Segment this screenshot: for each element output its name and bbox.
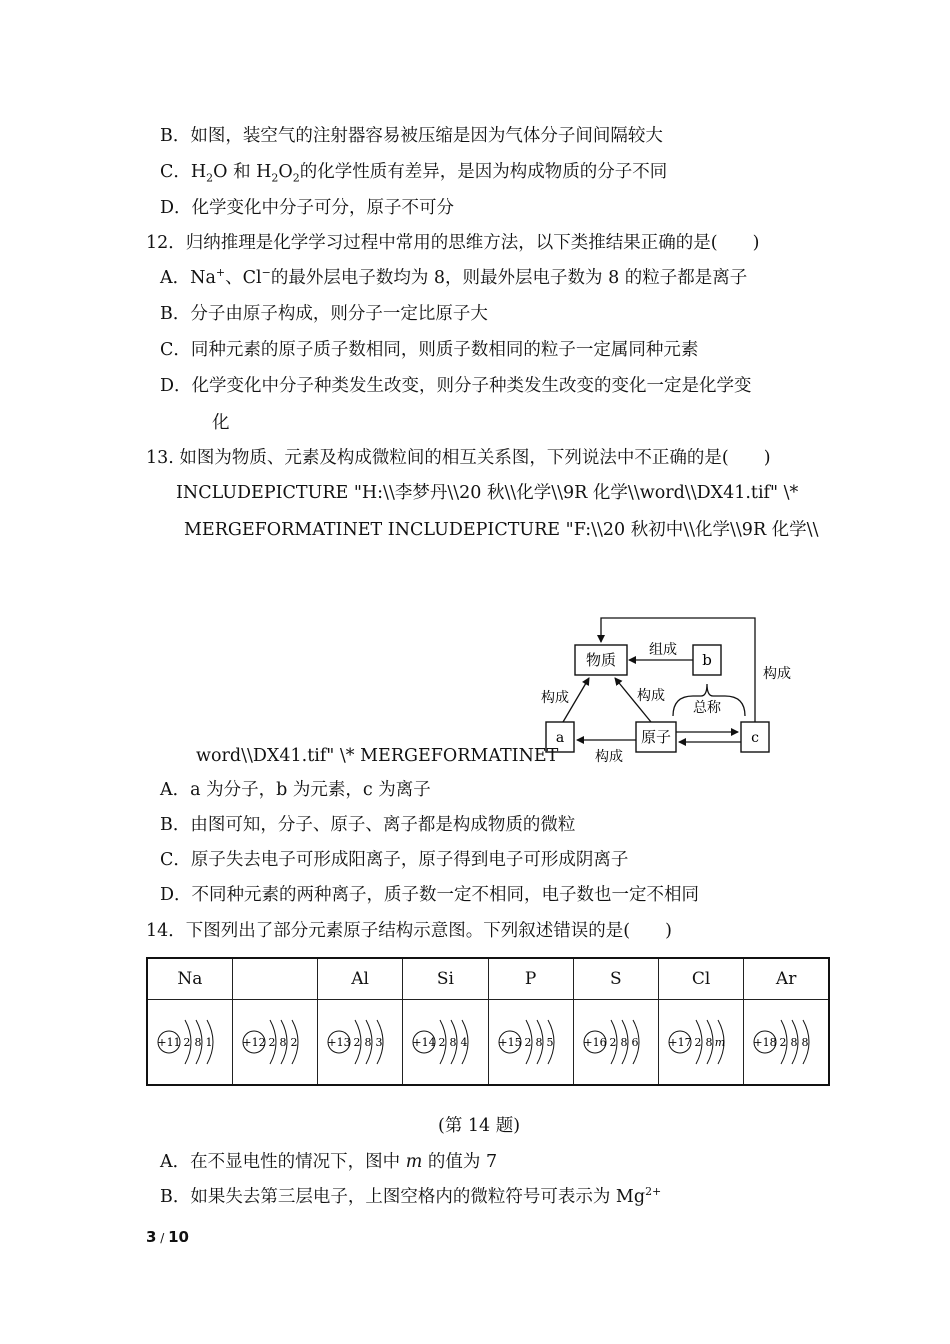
option-text: 的值为 7: [422, 1152, 498, 1172]
shell-electron-count: 4: [460, 1036, 468, 1049]
q12-option-a: [160, 266, 747, 290]
option-label: A．: [160, 1152, 191, 1172]
q12-option-d: [160, 374, 752, 398]
table-diagram-row: [147, 1000, 829, 1086]
atom-structure-diagram: [751, 1012, 821, 1072]
ion-symbol: Na: [190, 268, 216, 288]
element-header: Si: [403, 958, 488, 1000]
element-header: Na: [147, 958, 232, 1000]
nucleus-charge: +13: [327, 1036, 351, 1049]
atom-structure-diagram: [240, 1012, 310, 1072]
construct-left-label: 构成: [541, 690, 569, 706]
construct-bottom-label: 构成: [595, 749, 623, 765]
q13-option-a: [160, 778, 431, 802]
option-label: B．: [160, 815, 191, 835]
option-text: 化学变化中分子种类发生改变，则分子种类发生改变的变化一定是化学变: [191, 376, 752, 396]
page-number: [146, 1228, 189, 1246]
shell-electron-count: 8: [364, 1036, 372, 1049]
page-current: 3: [146, 1228, 157, 1246]
atom-structure-diagram: [666, 1012, 736, 1072]
atom-cell: [488, 1000, 573, 1086]
element-header-blank: [232, 958, 317, 1000]
formula-part: O 和 H: [213, 162, 272, 182]
figure-caption: (第 14 题): [438, 1116, 521, 1136]
q14-stem: 14．下图列出了部分元素原子结构示意图。下列叙述错误的是( ): [146, 921, 672, 941]
field-code-line-1: INCLUDEPICTURE "H:\\李梦丹\\20 秋\\化学\\9R 化学\\word\\DX41.tif" \*: [176, 483, 799, 503]
nucleus-charge: +15: [498, 1036, 522, 1049]
superscript: −: [261, 266, 271, 280]
q12-stem: 12．归纳推理是化学学习过程中常用的思维方法，以下类推结果正确的是( ): [146, 233, 760, 253]
table-header-row: [147, 958, 829, 1000]
option-text: 如图，装空气的注射器容易被压缩是因为气体分子间间隔较大: [190, 126, 663, 146]
shell-electron-count: 2: [353, 1036, 361, 1049]
atom-structure-table: [146, 957, 830, 1086]
option-label: C．: [160, 850, 191, 870]
formula-part: O: [278, 162, 293, 182]
shell-electron-count: 8: [620, 1036, 628, 1049]
option-label: A．: [160, 780, 191, 800]
shell-electron-count: 2: [524, 1036, 532, 1049]
construct-mid-label: 构成: [637, 688, 665, 704]
element-header: S: [573, 958, 658, 1000]
shell-electron-count: 5: [546, 1036, 554, 1049]
superscript: 2+: [645, 1185, 662, 1199]
relationship-diagram: [533, 612, 813, 770]
option-text: 同种元素的原子质子数相同，则质子数相同的粒子一定属同种元素: [190, 340, 699, 360]
shell-electron-count: 8: [790, 1036, 798, 1049]
shell-electron-count: 2: [609, 1036, 617, 1049]
atom-cell: [403, 1000, 488, 1086]
page-total: 10: [168, 1228, 189, 1246]
q12-option-d-continuation: 化: [212, 413, 230, 433]
atom-structure-diagram: [155, 1012, 225, 1072]
shell-electron-count: 2: [183, 1036, 191, 1049]
option-label: B．: [160, 304, 191, 324]
subscript: 2: [271, 171, 279, 185]
shell-electron-count: 8: [449, 1036, 457, 1049]
atom-structure-diagram: [581, 1012, 651, 1072]
field-code-line-3: word\\DX41.tif" \* MERGEFORMATINET: [196, 746, 559, 766]
atom-cell: [659, 1000, 744, 1086]
q13-stem: 13. 如图为物质、元素及构成微粒间的相互关系图，下列说法中不正确的是( ): [146, 448, 771, 468]
shell-electron-count: 2: [290, 1036, 298, 1049]
shell-electron-count: 1: [205, 1036, 213, 1049]
shell-electron-count: 2: [694, 1036, 702, 1049]
nucleus-charge: +16: [583, 1036, 607, 1049]
element-header: Al: [318, 958, 403, 1000]
q11-option-d: [160, 196, 454, 220]
b-label: b: [702, 651, 712, 669]
shell-electron-count: 8: [279, 1036, 287, 1049]
option-text: 如果失去第三层电子，上图空格内的微粒符号可表示为 Mg: [190, 1187, 646, 1207]
option-label: A．: [160, 268, 191, 288]
atom-cell: [573, 1000, 658, 1086]
atom-cell: [232, 1000, 317, 1086]
q14-option-b: [160, 1185, 661, 1209]
option-text: 原子失去电子可形成阳离子，原子得到电子可形成阴离子: [190, 850, 629, 870]
shell-electron-count: 2: [268, 1036, 276, 1049]
formula-part: H: [190, 162, 207, 182]
q11-option-c: [160, 160, 667, 184]
shell-electron-count: m: [714, 1036, 726, 1049]
element-header: Ar: [744, 958, 829, 1000]
atom-cell: [318, 1000, 403, 1086]
atom-structure-diagram: [410, 1012, 480, 1072]
atom-cell: [744, 1000, 829, 1086]
compose-label: 组成: [649, 642, 677, 658]
option-text: 由图可知，分子、原子、离子都是构成物质的微粒: [190, 815, 576, 835]
option-label: B．: [160, 126, 191, 146]
ion-symbol: 、Cl: [225, 268, 262, 288]
subscript: 2: [206, 171, 214, 185]
shell-electron-count: 3: [375, 1036, 383, 1049]
shell-electron-count: 2: [779, 1036, 787, 1049]
shell-electron-count: 2: [438, 1036, 446, 1049]
construct-right-label: 构成: [763, 666, 791, 682]
q14-option-a: [160, 1150, 497, 1174]
q12-option-c: [160, 338, 698, 362]
q13-option-d: [160, 883, 699, 907]
nucleus-charge: +17: [668, 1036, 692, 1049]
option-label: D．: [160, 376, 192, 396]
option-text: a 为分子，b 为元素，c 为离子: [190, 780, 431, 800]
option-text: 不同种元素的两种离子，质子数一定不相同，电子数也一定不相同: [191, 885, 700, 905]
option-label: C．: [160, 340, 191, 360]
option-text: 在不显电性的情况下，图中: [190, 1152, 406, 1172]
variable-m: m: [405, 1152, 423, 1172]
element-header: Cl: [659, 958, 744, 1000]
q12-option-b: [160, 302, 488, 326]
option-text: 的最外层电子数均为 8，则最外层电子数为 8 的粒子都是离子: [270, 268, 748, 288]
shell-electron-count: 8: [194, 1036, 202, 1049]
a-label: a: [555, 730, 565, 746]
nucleus-charge: +14: [412, 1036, 436, 1049]
shell-electron-count: 8: [705, 1036, 713, 1049]
option-label: D．: [160, 198, 192, 218]
matter-label: 物质: [585, 651, 617, 669]
option-label: B．: [160, 1187, 191, 1207]
page-separator: /: [156, 1231, 169, 1245]
shell-electron-count: 6: [631, 1036, 639, 1049]
atom-structure-diagram: [325, 1012, 395, 1072]
nucleus-charge: +18: [753, 1036, 777, 1049]
option-text: 化学变化中分子可分，原子不可分: [191, 198, 455, 218]
subscript: 2: [292, 171, 300, 185]
atom-label: 原子: [640, 728, 672, 746]
option-text: 的化学性质有差异，是因为构成物质的分子不同: [299, 162, 668, 182]
shell-electron-count: 8: [535, 1036, 543, 1049]
q11-option-b: [160, 124, 663, 148]
nucleus-charge: +11: [157, 1036, 181, 1049]
q13-option-b: [160, 813, 575, 837]
atom-cell: [147, 1000, 232, 1086]
nucleus-charge: +12: [242, 1036, 266, 1049]
q13-option-c: [160, 848, 628, 872]
element-header: P: [488, 958, 573, 1000]
c-label: c: [751, 730, 759, 746]
option-label: D．: [160, 885, 192, 905]
field-code-line-2: MERGEFORMATINET INCLUDEPICTURE "F:\\20 秋初中\\化学\\9R 化学\\: [184, 520, 819, 540]
shell-electron-count: 8: [801, 1036, 809, 1049]
option-text: 分子由原子构成，则分子一定比原子大: [190, 304, 488, 324]
option-label: C．: [160, 162, 191, 182]
general-name-label: 总称: [693, 700, 721, 716]
superscript: +: [215, 266, 226, 280]
atom-structure-diagram: [496, 1012, 566, 1072]
